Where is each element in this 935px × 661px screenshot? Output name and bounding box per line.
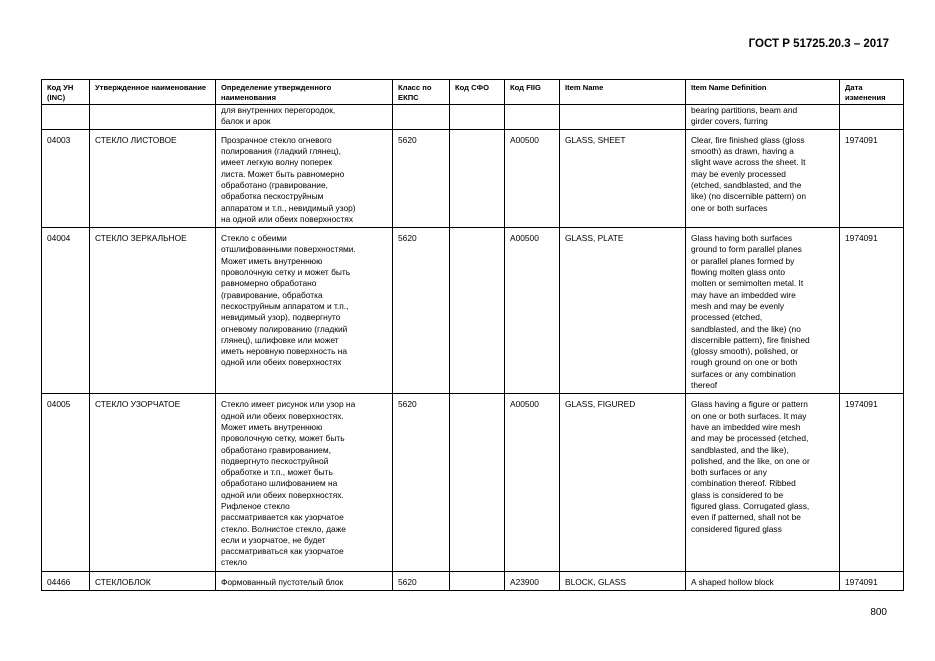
cell-sfo — [450, 394, 505, 571]
cell-date: 1974091 — [840, 394, 904, 571]
definition-line: (гравирование, обработка — [221, 289, 323, 300]
nomenclature-table — [41, 79, 904, 591]
item-definition-line: both surfaces or any — [691, 467, 767, 478]
item-definition-line: one or both surfaces — [691, 202, 768, 213]
item-definition-line: like) (no discernible pattern) on — [691, 191, 806, 202]
cell-fiig: A23900 — [505, 571, 560, 590]
item-definition-line: on one or both surfaces. It may — [691, 410, 807, 421]
header-item-definition: Item Name Definition — [686, 80, 840, 105]
definition-line: проволочную сетку, может быть — [221, 433, 345, 444]
definition-line: аппаратом и т.п., невидимый узор) — [221, 202, 356, 213]
cell-item-name: BLOCK, GLASS — [560, 571, 686, 590]
cell-item-name: GLASS, SHEET — [560, 129, 686, 227]
cell-date: 1974091 — [840, 228, 904, 394]
document-header: ГОСТ Р 51725.20.3 – 2017 — [748, 38, 889, 50]
item-definition-line: processed (etched, — [691, 312, 763, 323]
header-item-name: Item Name — [560, 80, 686, 105]
cell-code: 04005 — [42, 394, 90, 571]
item-definition-line: flowing molten glass onto — [691, 267, 786, 278]
definition-line: пескоструйным аппаратом и т.п., — [221, 300, 349, 311]
cell-item-definition — [686, 228, 840, 394]
definition-line: рассматриваться как узорчатое — [221, 546, 344, 557]
definition-line: Может иметь внутреннюю — [221, 421, 323, 432]
cell-item-definition — [686, 571, 840, 590]
definition-line: балок и арок — [221, 116, 271, 127]
cell-code: 04003 — [42, 129, 90, 227]
definition-line: Может иметь внутреннюю — [221, 255, 323, 266]
item-definition-line: sandblasted, and the like), — [691, 444, 789, 455]
cell-item-definition — [686, 129, 840, 227]
header-date: Дата изменения — [840, 80, 904, 105]
table-row — [42, 394, 904, 571]
item-definition-line: may be evenly processed — [691, 168, 786, 179]
definition-line: обработке и т.п., может быть — [221, 467, 333, 478]
cell-sfo — [450, 571, 505, 590]
definition-line: огневому полированию (гладкий — [221, 323, 348, 334]
header-fiig: Код FIIG — [505, 80, 560, 105]
definition-line: одной или обеих поверхностях. — [221, 410, 344, 421]
item-definition-line: Clear, fire finished glass (gloss — [691, 134, 805, 145]
cell-name: СТЕКЛОБЛОК — [90, 571, 216, 590]
item-definition-line: thereof — [691, 380, 718, 391]
header-definition: Определение утвержденного наименования — [216, 80, 393, 105]
cell-definition — [216, 228, 393, 394]
cell-fiig: A00500 — [505, 129, 560, 227]
definition-line: Прозрачное стекло огневого — [221, 134, 332, 145]
definition-line: полирования (гладкий глянец), — [221, 146, 341, 157]
definition-line: стекло. Волнистое стекло, даже — [221, 523, 346, 534]
item-definition-line: rough ground on one or both — [691, 357, 798, 368]
item-definition-line: considered figured glass — [691, 523, 782, 534]
cell-definition — [216, 571, 393, 590]
table-row — [42, 571, 904, 590]
item-definition-line: mesh and may be evenly — [691, 300, 785, 311]
definition-line: обработано (гравирование, — [221, 179, 328, 190]
definition-line: листа. Может быть равномерно — [221, 168, 345, 179]
cell-ekps: 5620 — [393, 228, 450, 394]
definition-line: Стекло с обеими — [221, 233, 287, 244]
cell-date: 1974091 — [840, 129, 904, 227]
continuation-row — [42, 105, 904, 130]
cell-name: СТЕКЛО УЗОРЧАТОЕ — [90, 394, 216, 571]
item-definition-line: bearing partitions, beam and — [691, 105, 798, 116]
definition-line: обработано шлифованием на — [221, 478, 338, 489]
item-definition-line: polished, and the like, on one or — [691, 455, 810, 466]
cell-item-name: GLASS, PLATE — [560, 228, 686, 394]
continuation-item-definition — [686, 105, 840, 130]
table-row — [42, 228, 904, 394]
item-definition-line: or parallel planes formed by — [691, 255, 795, 266]
definition-line: имеет легкую волну поперек — [221, 157, 333, 168]
item-definition-line: slight wave across the sheet. It — [691, 157, 806, 168]
cell-fiig: A00500 — [505, 228, 560, 394]
cell-definition — [216, 394, 393, 571]
item-definition-line: even if patterned, shall not be — [691, 512, 801, 523]
item-definition-line: figured glass. Corrugated glass, — [691, 500, 810, 511]
cell-ekps: 5620 — [393, 129, 450, 227]
cell-definition — [216, 129, 393, 227]
item-definition-line: smooth) as drawn, having a — [691, 146, 794, 157]
table-row — [42, 129, 904, 227]
cell-code: 04004 — [42, 228, 90, 394]
definition-line: глянец), шлифовке или может — [221, 334, 339, 345]
item-definition-line: and may be processed (etched, — [691, 433, 809, 444]
definition-line: если и узорчатое, не будет — [221, 534, 326, 545]
definition-line: Стекло имеет рисунок или узор на — [221, 399, 356, 410]
item-definition-line: surfaces or any combination — [691, 368, 796, 379]
cell-ekps: 5620 — [393, 571, 450, 590]
cell-fiig: A00500 — [505, 394, 560, 571]
item-definition-line: Glass having a figure or pattern — [691, 399, 808, 410]
definition-line: проволочную сетку и может быть — [221, 267, 351, 278]
item-definition-line: Glass having both surfaces — [691, 233, 793, 244]
cell-date: 1974091 — [840, 571, 904, 590]
item-definition-line: may have an imbedded wire — [691, 289, 796, 300]
cell-sfo — [450, 129, 505, 227]
definition-line: обработка пескоструйным — [221, 191, 324, 202]
definition-line: на одной или обеих поверхностях — [221, 213, 354, 224]
item-definition-line: ground to form parallel planes — [691, 244, 802, 255]
cell-name: СТЕКЛО ЛИСТОВОЕ — [90, 129, 216, 227]
item-definition-line: (glossy smooth), polished, or — [691, 346, 799, 357]
item-definition-line: sandblasted, and the like) (no — [691, 323, 801, 334]
definition-line: невидимый узор), подвергнуто — [221, 312, 341, 323]
continuation-definition — [216, 105, 393, 130]
definition-line: рассматривается как узорчатое — [221, 512, 344, 523]
header-code: Код УН (INC) — [42, 80, 90, 105]
item-definition-line: have an imbedded wire mesh — [691, 421, 801, 432]
item-definition-line: molten or semimolten metal. It — [691, 278, 804, 289]
item-definition-line: A shaped hollow block — [691, 576, 774, 587]
cell-item-name: GLASS, FIGURED — [560, 394, 686, 571]
definition-line: стекло — [221, 557, 247, 568]
item-definition-line: glass is considered to be — [691, 489, 784, 500]
item-definition-line: combination thereof. Ribbed — [691, 478, 796, 489]
cell-sfo — [450, 228, 505, 394]
definition-line: иметь неровную поверхность на — [221, 346, 348, 357]
item-definition-line: girder covers, furring — [691, 116, 768, 127]
definition-line: одной или обеих поверхностях — [221, 357, 342, 368]
definition-line: подвергнуто пескоструйной — [221, 455, 329, 466]
header-sfo: Код СФО — [450, 80, 505, 105]
definition-line: одной или обеих поверхностях. — [221, 489, 344, 500]
header-ekps: Класс по ЕКПС — [393, 80, 450, 105]
cell-item-definition — [686, 394, 840, 571]
header-name: Утвержденное наименование — [90, 80, 216, 105]
item-definition-line: (etched, sandblasted, and the — [691, 179, 802, 190]
cell-ekps: 5620 — [393, 394, 450, 571]
page-number: 800 — [870, 607, 887, 618]
definition-line: обработано гравированием, — [221, 444, 331, 455]
definition-line: отшлифованными поверхностями. — [221, 244, 356, 255]
table-header-row — [42, 80, 904, 105]
definition-line: Рифленое стекло — [221, 500, 290, 511]
cell-code: 04466 — [42, 571, 90, 590]
definition-line: для внутренних перегородок, — [221, 105, 336, 116]
definition-line: Формованный пустотелый блок — [221, 576, 344, 587]
item-definition-line: discernible pattern), fire finished — [691, 334, 810, 345]
cell-name: СТЕКЛО ЗЕРКАЛЬНОЕ — [90, 228, 216, 394]
definition-line: равномерно обработано — [221, 278, 317, 289]
